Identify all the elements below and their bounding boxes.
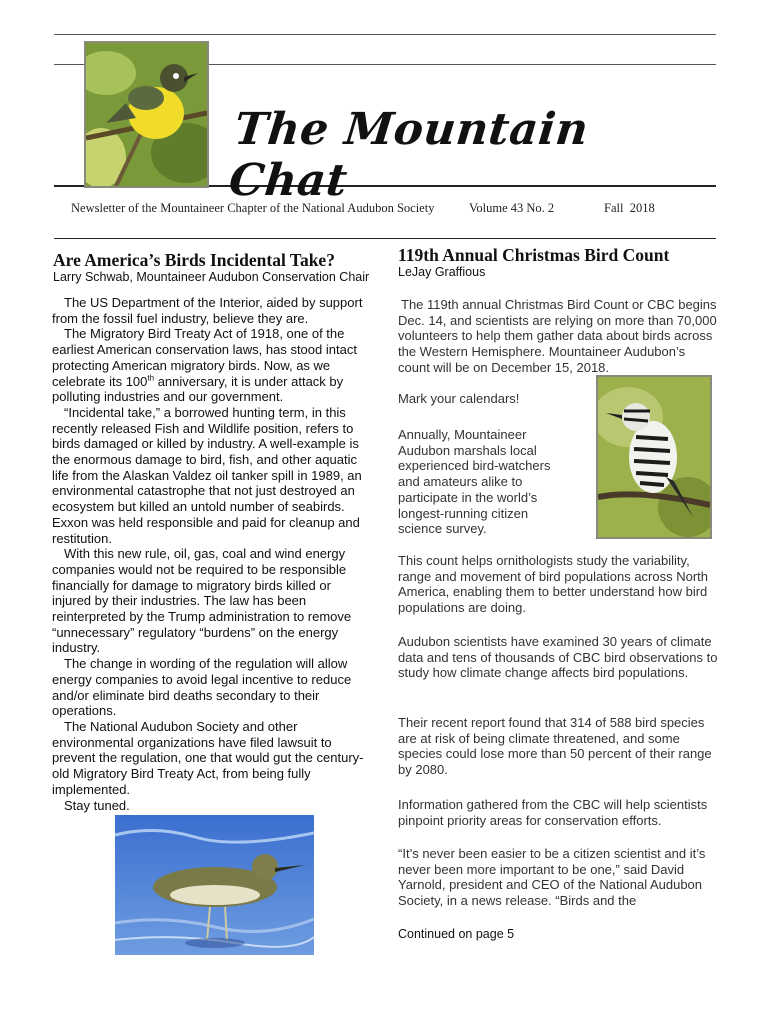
cbc-paragraph-scientists xyxy=(398,634,720,681)
subline-bottom-rule xyxy=(54,238,716,239)
top-rule xyxy=(54,34,716,35)
cbc-paragraph-info xyxy=(398,797,720,828)
sandpiper-photo xyxy=(115,815,314,955)
left-article-body xyxy=(52,295,370,813)
paragraph: Information gathered from the CBC will help scientists pinpoint priority areas for conservation efforts. xyxy=(398,797,708,828)
masthead-bird-photo xyxy=(84,41,209,188)
paragraph: Audubon scientists have examined 30 years of climate data and tens of thousands of CBC bird observations to study how climate change affects bird populations. xyxy=(398,634,718,681)
cbc-intro xyxy=(398,297,720,376)
paragraph: The Migratory Bird Treaty Act of 1918, one of the earliest American conservation laws, has stood intact protecting American migratory birds. Now, as we celebrate its 100th anniversary, it is under attack by polluting industries and our government. xyxy=(52,326,357,405)
issue-season: Fall 2018 xyxy=(604,201,655,215)
paragraph: This count helps ornithologists study the variability, range and movement of bird populations across North America, enabling them to better understand how bird populations are doing. xyxy=(398,553,709,616)
warbler-photo xyxy=(596,375,712,539)
right-article-headline: 119th Annual Christmas Bird Count xyxy=(398,245,670,265)
cbc-paragraph-report xyxy=(398,715,720,778)
cbc-annually xyxy=(398,427,568,537)
paragraph: The National Audubon Society and other environmental organizations have filed lawsuit to prevent the regulation, one that would gut the century-old Migratory Bird Treaty Act, from being fully implemented. xyxy=(52,718,364,797)
continued-link[interactable]: Continued on page 5 xyxy=(398,927,515,941)
left-article-headline: Are America’s Birds Incidental Take? xyxy=(53,250,335,270)
newsletter-subtitle: Newsletter of the Mountaineer Chapter of the National Audubon Society xyxy=(71,201,435,215)
cbc-annually-text: Annually, Mountaineer Audubon marshals local experienced bird-watchers and amateurs alike to participate in the world’s longest-running citizen science survey. xyxy=(398,427,551,537)
paragraph: Their recent report found that 314 of 588 bird species are at risk of being climate threatened, and some species could lose more than 50 percent of their range by 2080. xyxy=(398,715,712,778)
paragraph: “Incidental take,” a borrowed hunting term, in this recently released Fish and Wildlife position, refers to birds damaged or killed by industry. A well-example is the enormous damage to bird, fish, and other aquatic life from the Alaskan Valdez oil tanker spill in 1989, an environmental catastrophe that not just destroyed an ecosystem but killed an untold number of seabirds. Exxon was held responsible and paid for cleanup and restitution. xyxy=(52,404,362,546)
right-article-byline: LeJay Graffious xyxy=(398,265,486,279)
paragraph: Stay tuned. xyxy=(64,797,130,813)
paragraph: The change in wording of the regulation will allow energy companies to avoid legal incentive to reduce and/or eliminate bird deaths secondary to their operations. xyxy=(52,656,352,719)
paragraph: “It’s never been easier to be a citizen scientist and it’s never been more important to be one,” said David Yarnold, president and CEO of the National Audubon Society, in a news release. “Birds and the xyxy=(398,846,706,909)
cbc-reminder: Mark your calendars! xyxy=(398,391,520,406)
cbc-paragraph-count xyxy=(398,553,720,616)
cbc-intro-text: The 119th annual Christmas Bird Count or CBC begins Dec. 14, and scientists are relying on more than 70,000 volunteers to help them gather data about birds across the Western Hemisphere. Mountaineer Audubon’s count will be on December 15, 2018. xyxy=(398,297,717,375)
paragraph: With this new rule, oil, gas, coal and wind energy companies would not be required to be responsible financially for damage to migratory birds killed or injured by their industries. The law has been reinterpreted by the Trump administration to remove “unnecessary” regulatory “burdens” on the energy industry. xyxy=(52,546,352,656)
paragraph: The US Department of the Interior, aided by support from the fossil fuel industry, believe they are. xyxy=(52,295,363,326)
newsletter-title: The Mountain Chat xyxy=(226,104,591,206)
cbc-paragraph-quote xyxy=(398,846,720,909)
volume-number: Volume 43 No. 2 xyxy=(469,201,555,215)
left-article-byline: Larry Schwab, Mountaineer Audubon Conservation Chair xyxy=(53,270,370,284)
